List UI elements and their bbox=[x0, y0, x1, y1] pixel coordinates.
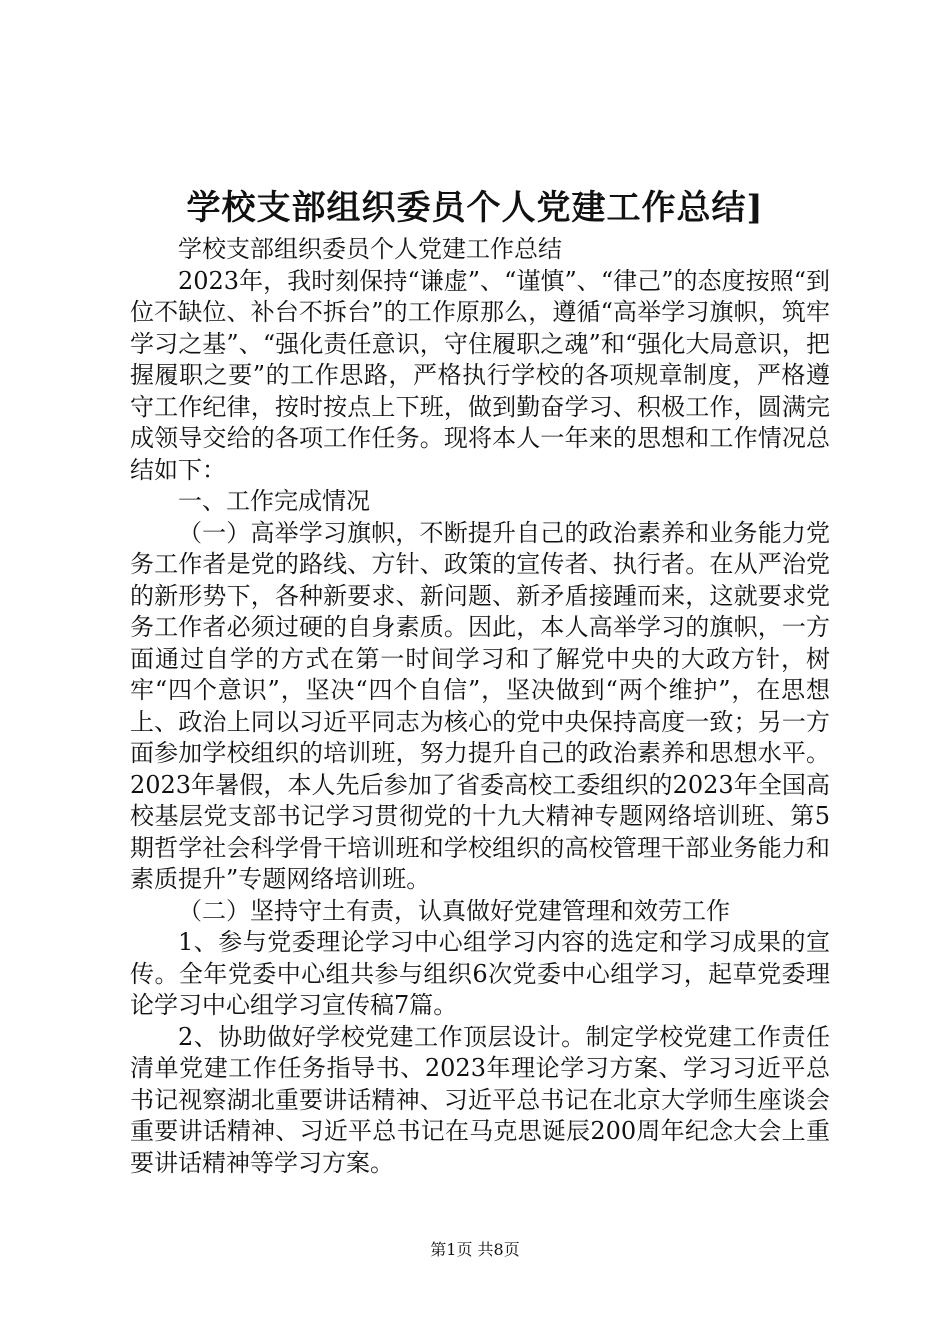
paragraph-subtitle: 学校支部组织委员个人党建工作总结 bbox=[178, 235, 562, 263]
document-title: 学校支部组织委员个人党建工作总结] bbox=[186, 188, 764, 228]
section-heading: 一、工作完成情况 bbox=[178, 487, 370, 515]
paragraph-item-1: 1、参与党委理论学习中心组学习内容的选定和学习成果的宣传。全年党委中心组共参与组织6次党委中心组学习，起草党委理论学习中心组学习宣传稿7篇。 bbox=[130, 928, 830, 1019]
subsection-heading: （二）坚持守土有责，认真做好党建管理和效劳工作 bbox=[178, 896, 730, 925]
paragraph-study: （一）高举学习旗帜，不断提升自己的政治素养和业务能力党务工作者是党的路线、方针、政策的宣传者、执行者。在从严治党的新形势下，各种新要求、新问题、新矛盾接踵而来，这就要求党务工作者必须过硬的自身素质。因此，本人高举学习的旗帜，一方面通过自学的方式在第一时间学习和了解党中央的大政方针，树牢“四个意识”，坚决“四个自信”，坚决做到“两个维护”，在思想上、政治上同以习近平同志为核心的党中央保持高度一致；另一方面参加学校组织的培训班，努力提升自己的政治素养和思想水平。2023年暑假，本人先后参加了省委高校工委组织的2023年全国高校基层党支部书记学习贯彻党的十九大精神专题网络培训班、第5期哲学社会科学骨干培训班和学校组织的高校管理干部业务能力和素质提升”专题网络培训班。 bbox=[130, 518, 830, 893]
document-body bbox=[130, 234, 830, 1179]
page-number: 第1页 共8页 bbox=[430, 1240, 520, 1259]
paragraph-intro: 2023年，我时刻保持“谦虚”、“谨慎”、“律己”的态度按照“到位不缺位、补台不拆台”的工作原那么，遵循“高举学习旗帜，筑牢学习之基”、“强化责任意识，守住履职之魂”和“强化大局意识，把握履职之要”的工作思路，严格执行学校的各项规章制度，严格遵守工作纪律，按时按点上下班，做到勤奋学习、积极工作，圆满完成领导交给的各项工作任务。现将本人一年来的思想和工作情况总结如下： bbox=[130, 266, 830, 484]
paragraph-item-2: 2、协助做好学校党建工作顶层设计。制定学校党建工作责任清单党建工作任务指导书、2023年理论学习方案、学习习近平总书记视察湖北重要讲话精神、习近平总书记在北京大学师生座谈会重要讲话精神、习近平总书记在马克思诞辰200周年纪念大会上重要讲话精神等学习方案。 bbox=[130, 1022, 830, 1177]
